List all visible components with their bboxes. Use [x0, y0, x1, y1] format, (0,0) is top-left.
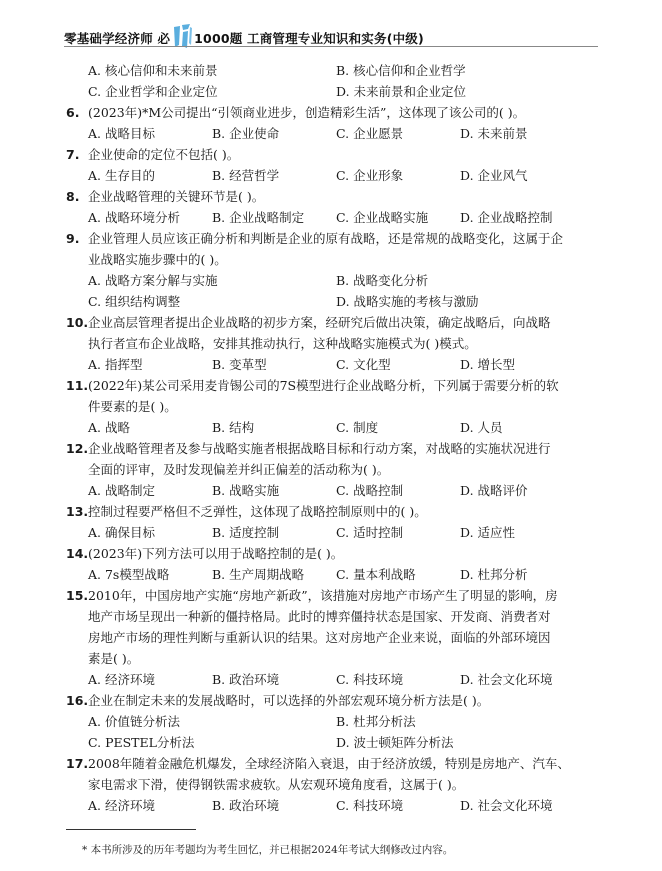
options-row [66, 354, 606, 375]
question-stem-continued [66, 249, 606, 270]
option: D. 杜邦分析 [460, 567, 528, 582]
top-options [66, 60, 606, 102]
option: D. 战略评价 [460, 483, 528, 498]
header-divider [64, 46, 598, 47]
option: B. 战略实施 [212, 483, 280, 498]
option: A. 经济环境 [88, 672, 155, 687]
option: C. 量本利战略 [336, 567, 416, 582]
options-row [66, 270, 606, 312]
option: D. 未来前景 [460, 126, 528, 141]
question-text: (2023年)下列方法可以用于战略控制的是( )。 [88, 546, 344, 561]
footnote-divider [66, 829, 196, 830]
question-text: 企业高层管理者提出企业战略的初步方案，经研究后做出决策，确定战略后，向战略 [88, 315, 551, 330]
question-stem [66, 438, 606, 459]
question-text: (2022年)某公司采用麦肯锡公司的7S模型进行企业战略分析，下列属于需要分析的软 [88, 378, 559, 393]
option: C. 企业战略实施 [336, 210, 429, 225]
option: B. 企业战略制定 [212, 210, 305, 225]
option: A. 价值链分析法 [88, 714, 180, 729]
question-text: 控制过程要严格但不乏弹性，这体现了战略控制原则中的( )。 [88, 504, 427, 519]
question-text: 件要素的是( )。 [88, 399, 177, 414]
option: C. 企业愿景 [336, 126, 404, 141]
question-stem-continued [66, 774, 606, 795]
question-block [66, 102, 606, 144]
option: C. 科技环境 [336, 798, 404, 813]
question-number: 14. [66, 546, 89, 561]
question-number: 16. [66, 693, 89, 708]
question-text: 企业管理人员应该正确分析和判断是企业的原有战略，还是常规的战略变化，这属于企 [88, 231, 564, 246]
question-block [66, 585, 606, 690]
options-row [66, 165, 606, 186]
question-number: 7. [66, 147, 80, 162]
option: A. 指挥型 [88, 357, 143, 372]
question-stem [66, 753, 606, 774]
option: D. 战略实施的考核与激励 [336, 294, 479, 309]
question-block [66, 186, 606, 228]
question-stem-continued [66, 396, 606, 417]
option: A. 核心信仰和未来前景 [88, 63, 218, 78]
option: D. 未来前景和企业定位 [336, 84, 467, 99]
question-text: 地产市场呈现出一种新的僵持格局。此时的博弈僵持状态是国家、开发商、消费者对 [88, 609, 551, 624]
option: D. 企业风气 [460, 168, 528, 183]
options-row [66, 417, 606, 438]
question-text: 房地产市场的理性判断与重新认识的结果。这对房地产企业来说，面临的外部环境因 [88, 630, 551, 645]
question-block [66, 312, 606, 375]
question-stem-continued [66, 606, 606, 627]
question-number: 15. [66, 588, 89, 603]
footnote: * 本书所涉及的历年考题均为考生回忆，并已根据2024年考试大纲修改过内容。 [82, 844, 454, 856]
question-stem [66, 375, 606, 396]
question-text: 业战略实施步骤中的( )。 [88, 252, 227, 267]
question-stem [66, 690, 606, 711]
options-row [66, 480, 606, 501]
option: A. 7s模型战略 [88, 567, 170, 582]
option: B. 企业使命 [212, 126, 280, 141]
question-text: 企业在制定未来的发展战略时，可以选择的外部宏观环境分析方法是( )。 [88, 693, 490, 708]
option: B. 经营哲学 [212, 168, 280, 183]
question-stem-continued [66, 459, 606, 480]
option: D. 企业战略控制 [460, 210, 553, 225]
question-text: 2010年，中国房地产实施“房地产新政”，该措施对房地产市场产生了明显的影响，房 [88, 588, 558, 603]
question-number: 6. [66, 105, 80, 120]
question-stem-continued [66, 627, 606, 648]
option: D. 社会文化环境 [460, 672, 553, 687]
option: A. 战略环境分析 [88, 210, 180, 225]
question-text: 企业使命的定位不包括( )。 [88, 147, 240, 162]
question-text: 企业战略管理者及参与战略实施者根据战略目标和行动方案，对战略的实施状况进行 [88, 441, 551, 456]
question-stem [66, 186, 606, 207]
option: B. 杜邦分析法 [336, 714, 416, 729]
question-list [66, 60, 606, 816]
option: C. 科技环境 [336, 672, 404, 687]
question-stem [66, 585, 606, 606]
question-number: 17. [66, 756, 89, 771]
option: C. 文化型 [336, 357, 391, 372]
option: C. 企业形象 [336, 168, 404, 183]
option: D. 波士顿矩阵分析法 [336, 735, 454, 750]
option: C. 适时控制 [336, 525, 404, 540]
option: C. PESTEL分析法 [88, 735, 195, 750]
question-block [66, 438, 606, 501]
options-row [66, 123, 606, 144]
question-block [66, 753, 606, 816]
option: D. 人员 [460, 420, 503, 435]
option: D. 增长型 [460, 357, 516, 372]
option: B. 变革型 [212, 357, 267, 372]
option: B. 生产周期战略 [212, 567, 305, 582]
option: C. 战略控制 [336, 483, 404, 498]
question-block [66, 501, 606, 543]
question-stem-continued [66, 333, 606, 354]
question-text: 家电需求下滑，使得钢铁需求疲软。从宏观环境角度看，这属于( )。 [88, 777, 465, 792]
option: D. 社会文化环境 [460, 798, 553, 813]
option: A. 战略目标 [88, 126, 155, 141]
question-stem-continued [66, 648, 606, 669]
question-text: 执行者宣布企业战略，安排其推动执行，这种战略实施模式为( )模式。 [88, 336, 477, 351]
header-title-right: 1000题 工商管理专业知识和实务(中级) [194, 31, 424, 46]
option: C. 制度 [336, 420, 379, 435]
question-text: 素是( )。 [88, 651, 140, 666]
question-text: 2008年随着金融危机爆发，全球经济陷入衰退，由于经济放缓，特别是房地产、汽车、 [88, 756, 570, 771]
question-number: 10. [66, 315, 89, 330]
options-row [66, 522, 606, 543]
question-number: 12. [66, 441, 89, 456]
question-text: 全面的评审，及时发现偏差并纠正偏差的活动称为( )。 [88, 462, 390, 477]
option: B. 结构 [212, 420, 255, 435]
options-row [66, 711, 606, 753]
question-stem [66, 312, 606, 333]
question-block [66, 375, 606, 438]
question-number: 8. [66, 189, 80, 204]
option: A. 战略方案分解与实施 [88, 273, 218, 288]
header-title-left: 零基础学经济师 必 [64, 31, 171, 46]
option: B. 战略变化分析 [336, 273, 429, 288]
option: A. 确保目标 [88, 525, 155, 540]
question-text: 企业战略管理的关键环节是( )。 [88, 189, 265, 204]
page-header [0, 0, 662, 48]
question-text: (2023年)*M公司提出“引领商业进步，创造精彩生活”，这体现了该公司的( )。 [88, 105, 526, 120]
option: D. 适应性 [460, 525, 516, 540]
question-block [66, 543, 606, 585]
option: A. 战略制定 [88, 483, 155, 498]
option: C. 组织结构调整 [88, 294, 181, 309]
option: A. 战略 [88, 420, 130, 435]
question-number: 9. [66, 231, 80, 246]
question-block [66, 690, 606, 753]
question-stem [66, 228, 606, 249]
options-row [66, 669, 606, 690]
option: B. 适度控制 [212, 525, 280, 540]
question-number: 11. [66, 378, 89, 393]
question-block [66, 228, 606, 312]
option: A. 生存目的 [88, 168, 155, 183]
question-stem [66, 543, 606, 564]
question-block [66, 144, 606, 186]
option: C. 企业哲学和企业定位 [88, 84, 218, 99]
question-stem [66, 144, 606, 165]
option: B. 政治环境 [212, 798, 280, 813]
options-row [66, 564, 606, 585]
option: B. 核心信仰和企业哲学 [336, 63, 466, 78]
option: B. 政治环境 [212, 672, 280, 687]
question-number: 13. [66, 504, 89, 519]
question-stem [66, 501, 606, 522]
options-row [66, 795, 606, 816]
question-stem [66, 102, 606, 123]
options-row [66, 207, 606, 228]
option: A. 经济环境 [88, 798, 155, 813]
